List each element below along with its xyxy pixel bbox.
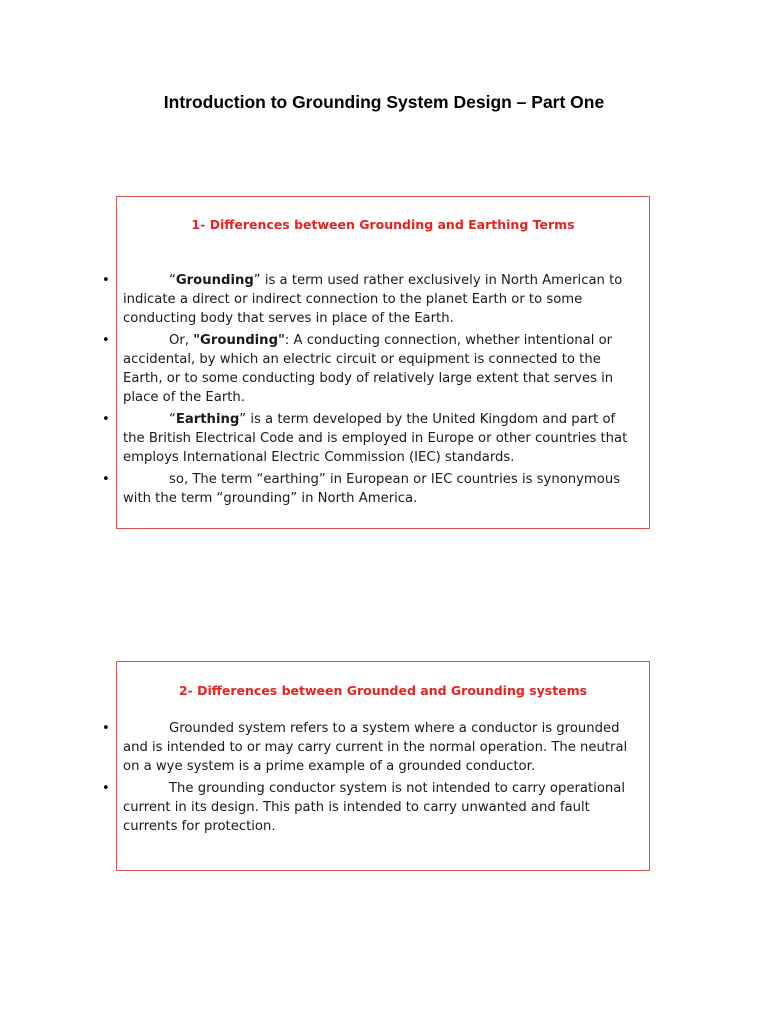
bullet-text-prefix: “ <box>169 412 176 427</box>
bullet-text: so, The term “earthing” in European or IEC countries is synonymous with the term “grounding” in North America. <box>123 472 621 506</box>
bullet-text-prefix: Or, <box>169 333 194 348</box>
bullet-item <box>102 331 649 407</box>
bullet-text: ” is a term used rather exclusively in North American to indicate a direct or indirect connection to the planet Earth or to some conducting body that serves in place of the Earth. <box>123 273 623 326</box>
section-box-grounding-vs-earthing <box>102 196 650 529</box>
bold-term: Earthing <box>175 412 240 427</box>
bullet-item <box>102 779 649 836</box>
section-heading: 1- Differences between Grounding and Earthing Terms <box>191 217 575 232</box>
bullet-text: The grounding conductor system is not intended to carry operational current in its design. This path is intended to carry unwanted and fault currents for protection. <box>123 781 625 834</box>
bullet-icon: • <box>102 472 110 487</box>
bullet-list <box>102 271 649 511</box>
bullet-item <box>102 719 649 776</box>
bullet-icon: • <box>102 273 110 288</box>
document-title: Introduction to Grounding System Design – Part One <box>163 92 605 112</box>
bullet-icon: • <box>102 333 110 348</box>
bullet-icon: • <box>102 781 110 796</box>
bullet-item <box>102 271 649 328</box>
section-heading: 2- Differences between Grounded and Grounding systems <box>178 683 588 698</box>
bullet-item <box>102 470 649 508</box>
bold-term: Grounding <box>175 273 254 288</box>
bullet-icon: • <box>102 721 110 736</box>
bullet-icon: • <box>102 412 110 427</box>
bullet-text-prefix: “ <box>169 273 176 288</box>
bullet-text: Grounded system refers to a system where a conductor is grounded and is intended to or may carry current in the normal operation. The neutral on a wye system is a prime example of a grounded conductor. <box>123 721 628 774</box>
bullet-text: ” is a term developed by the United Kingdom and part of the British Electrical Code and is employed in Europe or other countries that employs International Electric Commission (IEC) standards. <box>123 412 628 465</box>
bold-term: "Grounding" <box>193 333 285 348</box>
bullet-item <box>102 410 649 467</box>
bullet-list <box>102 719 649 839</box>
section-box-grounded-vs-grounding-systems <box>102 661 650 871</box>
bullet-text: : A conducting connection, whether intentional or accidental, by which an electric circuit or equipment is connected to the Earth, or to some conducting body of relatively large extent that serves in place of the Earth. <box>123 333 614 405</box>
